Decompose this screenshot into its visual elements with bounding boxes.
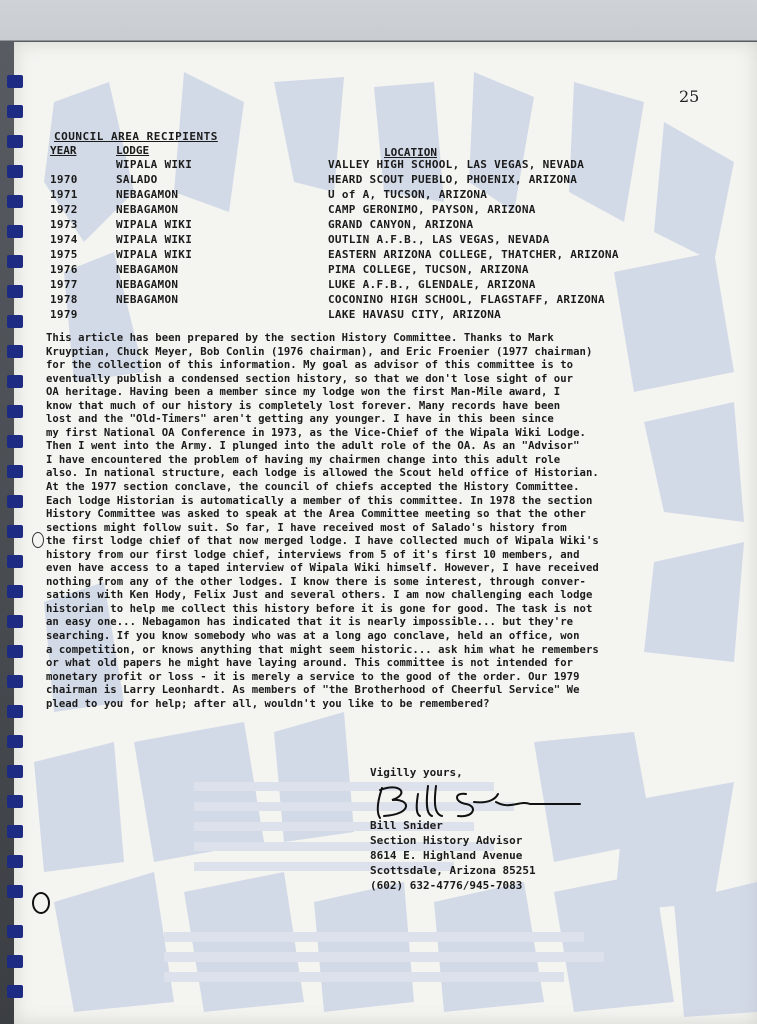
body-line: monetary profit or loss - it is merely a service to the good of the order. Our 1979	[46, 670, 580, 683]
row-lodge: NEBAGAMON	[116, 188, 179, 201]
punch-hole	[32, 892, 50, 914]
spiral-binding	[7, 60, 25, 1020]
binding-ring	[7, 405, 23, 418]
binding-ring	[7, 645, 23, 658]
signer-city: Scottsdale, Arizona 85251	[370, 864, 536, 877]
body-line: history from our first lodge chief, interviews from 5 of it's first 10 members, and	[46, 548, 580, 561]
row-location: COCONINO HIGH SCHOOL, FLAGSTAFF, ARIZONA	[328, 293, 605, 306]
closing-salutation: Vigilly yours,	[370, 766, 463, 779]
row-location: GRAND CANYON, ARIZONA	[328, 218, 474, 231]
body-line: plead to you for help; after all, wouldn't you like to be remembered?	[46, 697, 490, 710]
binding-ring	[7, 375, 23, 388]
body-line: lost and the "Old-Timers" aren't getting any younger. I have in this been since	[46, 413, 554, 426]
row-year: 1971	[50, 188, 78, 201]
body-line: also. In national structure, each lodge is allowed the Scout held office of Historian.	[46, 467, 599, 480]
row-location: PIMA COLLEGE, TUCSON, ARIZONA	[328, 263, 529, 276]
binding-ring	[7, 615, 23, 628]
row-year: 1976	[50, 263, 78, 276]
binding-ring	[7, 75, 23, 88]
signer-name: Bill Snider	[370, 819, 443, 832]
row-lodge: NEBAGAMON	[116, 263, 179, 276]
column-header-year: YEAR	[50, 144, 77, 157]
body-line: This article has been prepared by the section History Committee. Thanks to Mark	[46, 332, 554, 344]
row-lodge: WIPALA WIKI	[116, 248, 193, 261]
binding-ring	[7, 825, 23, 838]
binding-ring	[7, 735, 23, 748]
column-header-lodge: LODGE	[116, 144, 150, 157]
row-year: 1970	[50, 173, 78, 186]
binding-ring	[7, 255, 23, 268]
row-location: OUTLIN A.F.B., LAS VEGAS, NEVADA	[328, 233, 550, 246]
binding-ring	[7, 105, 23, 118]
column-header-location: LOCATION	[384, 146, 437, 159]
body-line: sections might follow suit. So far, I have received most of Salado's history from	[46, 521, 567, 534]
row-year: 1973	[50, 218, 78, 231]
body-line: my first National OA Conference in 1973, as the Vice-Chief of the Wipala Wiki Lodge.	[46, 426, 586, 439]
row-location: LAKE HAVASU CITY, ARIZONA	[328, 308, 502, 321]
page-number: 25	[679, 87, 700, 106]
body-line: Each lodge Historian is automatically a member of this committee. In 1978 the section	[46, 494, 593, 507]
binding-ring	[7, 195, 23, 208]
binding-ring	[7, 675, 23, 688]
body-line: even have access to a taped interview of Wipala Wiki himself. However, I have received	[46, 562, 599, 575]
body-line: for the collection of this information. My goal as advisor of this committee is to	[46, 359, 574, 372]
row-lodge: NEBAGAMON	[116, 278, 179, 291]
signer-phone: (602) 632-4776/945-7083	[370, 879, 523, 892]
row-location: CAMP GERONIMO, PAYSON, ARIZONA	[328, 203, 536, 216]
body-line: nothing from any of the other lodges. I know there is some interest, through conver-	[46, 575, 586, 588]
row-location: EASTERN ARIZONA COLLEGE, THATCHER, ARIZONA	[328, 248, 619, 261]
row-lodge: SALADO	[116, 173, 158, 186]
binding-ring	[7, 705, 23, 718]
binding-ring	[7, 985, 23, 998]
body-line: searching. If you know somebody who was at a long ago conclave, held an office, won	[46, 630, 580, 643]
body-line: OA heritage. Having been a member since my lodge won the first Man-Mile award, I	[46, 386, 561, 399]
binding-ring	[7, 495, 23, 508]
binding-ring	[7, 345, 23, 358]
signer-title: Section History Advisor	[370, 834, 523, 847]
binding-ring	[7, 525, 23, 538]
body-line: or what old papers he might have laying around. This committee is not intended for	[46, 657, 574, 670]
binding-ring	[7, 465, 23, 478]
row-year: 1979	[50, 308, 78, 321]
binding-ring	[7, 885, 23, 898]
binding-ring	[7, 955, 23, 968]
binding-ring	[7, 555, 23, 568]
row-location: HEARD SCOUT PUEBLO, PHOENIX, ARIZONA	[328, 173, 578, 186]
binding-ring	[7, 765, 23, 778]
body-line: I have encountered the problem of having my chairmen change into this adult role	[46, 453, 561, 466]
binding-ring	[7, 285, 23, 298]
binding-ring	[7, 855, 23, 868]
body-line: an easy one... Nebagamon has indicated that it is nearly impossible... but they're	[46, 616, 574, 629]
body-line: Then I went into the Army. I plunged into the adult role of the OA. As an "Advisor"	[46, 440, 580, 453]
body-line: At the 1977 section conclave, the council of chiefs accepted the History Committee.	[46, 481, 580, 494]
binding-ring	[7, 135, 23, 148]
document-page	[14, 42, 757, 1024]
row-lodge: WIPALA WIKI	[116, 158, 193, 171]
row-lodge: WIPALA WIKI	[116, 233, 193, 246]
typed-text	[14, 42, 757, 1024]
signature-block	[370, 818, 536, 893]
binding-ring	[7, 165, 23, 178]
binding-ring	[7, 315, 23, 328]
row-year: 1977	[50, 278, 78, 291]
margin-mark	[32, 532, 44, 548]
row-year: 1974	[50, 233, 78, 246]
row-year: 1978	[50, 293, 78, 306]
section-heading: COUNCIL AREA RECIPIENTS	[54, 130, 218, 143]
binding-ring	[7, 925, 23, 938]
body-line: chairman is Larry Leonhardt. As members of "the Brotherhood of Cheerful Service" We	[46, 684, 580, 697]
body-line: sations with Ken Hody, Felix Just and several others. I am now challenging each lodge	[46, 589, 593, 602]
binding-ring	[7, 795, 23, 808]
row-lodge: WIPALA WIKI	[116, 218, 193, 231]
body-line: eventually publish a condensed section history, so that we don't lose sight of our	[46, 372, 574, 385]
row-year: 1972	[50, 203, 78, 216]
body-line: historian to help me collect this history before it is gone for good. The task is not	[46, 602, 593, 615]
row-year: 1975	[50, 248, 78, 261]
body-line: the first lodge chief of that now merged lodge. I have collected much of Wipala Wiki's	[46, 535, 599, 548]
binding-ring	[7, 435, 23, 448]
row-location: VALLEY HIGH SCHOOL, LAS VEGAS, NEVADA	[328, 158, 585, 171]
row-lodge: NEBAGAMON	[116, 293, 179, 306]
article-body	[46, 332, 726, 711]
binding-ring	[7, 225, 23, 238]
body-line: know that much of our history is completely lost forever. Many records have been	[46, 399, 561, 412]
body-line: a competition, or knows anything that might seem historic... ask him what he remembers	[46, 643, 599, 656]
binding-ring	[7, 585, 23, 598]
body-line: History Committee was asked to speak at the Area Committee meeting so that the other	[46, 508, 586, 521]
row-lodge: NEBAGAMON	[116, 203, 179, 216]
body-line: Kruyptian, Chuck Meyer, Bob Conlin (1976 chairman), and Eric Froenier (1977 chairman)	[46, 345, 593, 358]
signer-street: 8614 E. Highland Avenue	[370, 849, 523, 862]
row-location: LUKE A.F.B., GLENDALE, ARIZONA	[328, 278, 536, 291]
row-location: U of A, TUCSON, ARIZONA	[328, 188, 488, 201]
